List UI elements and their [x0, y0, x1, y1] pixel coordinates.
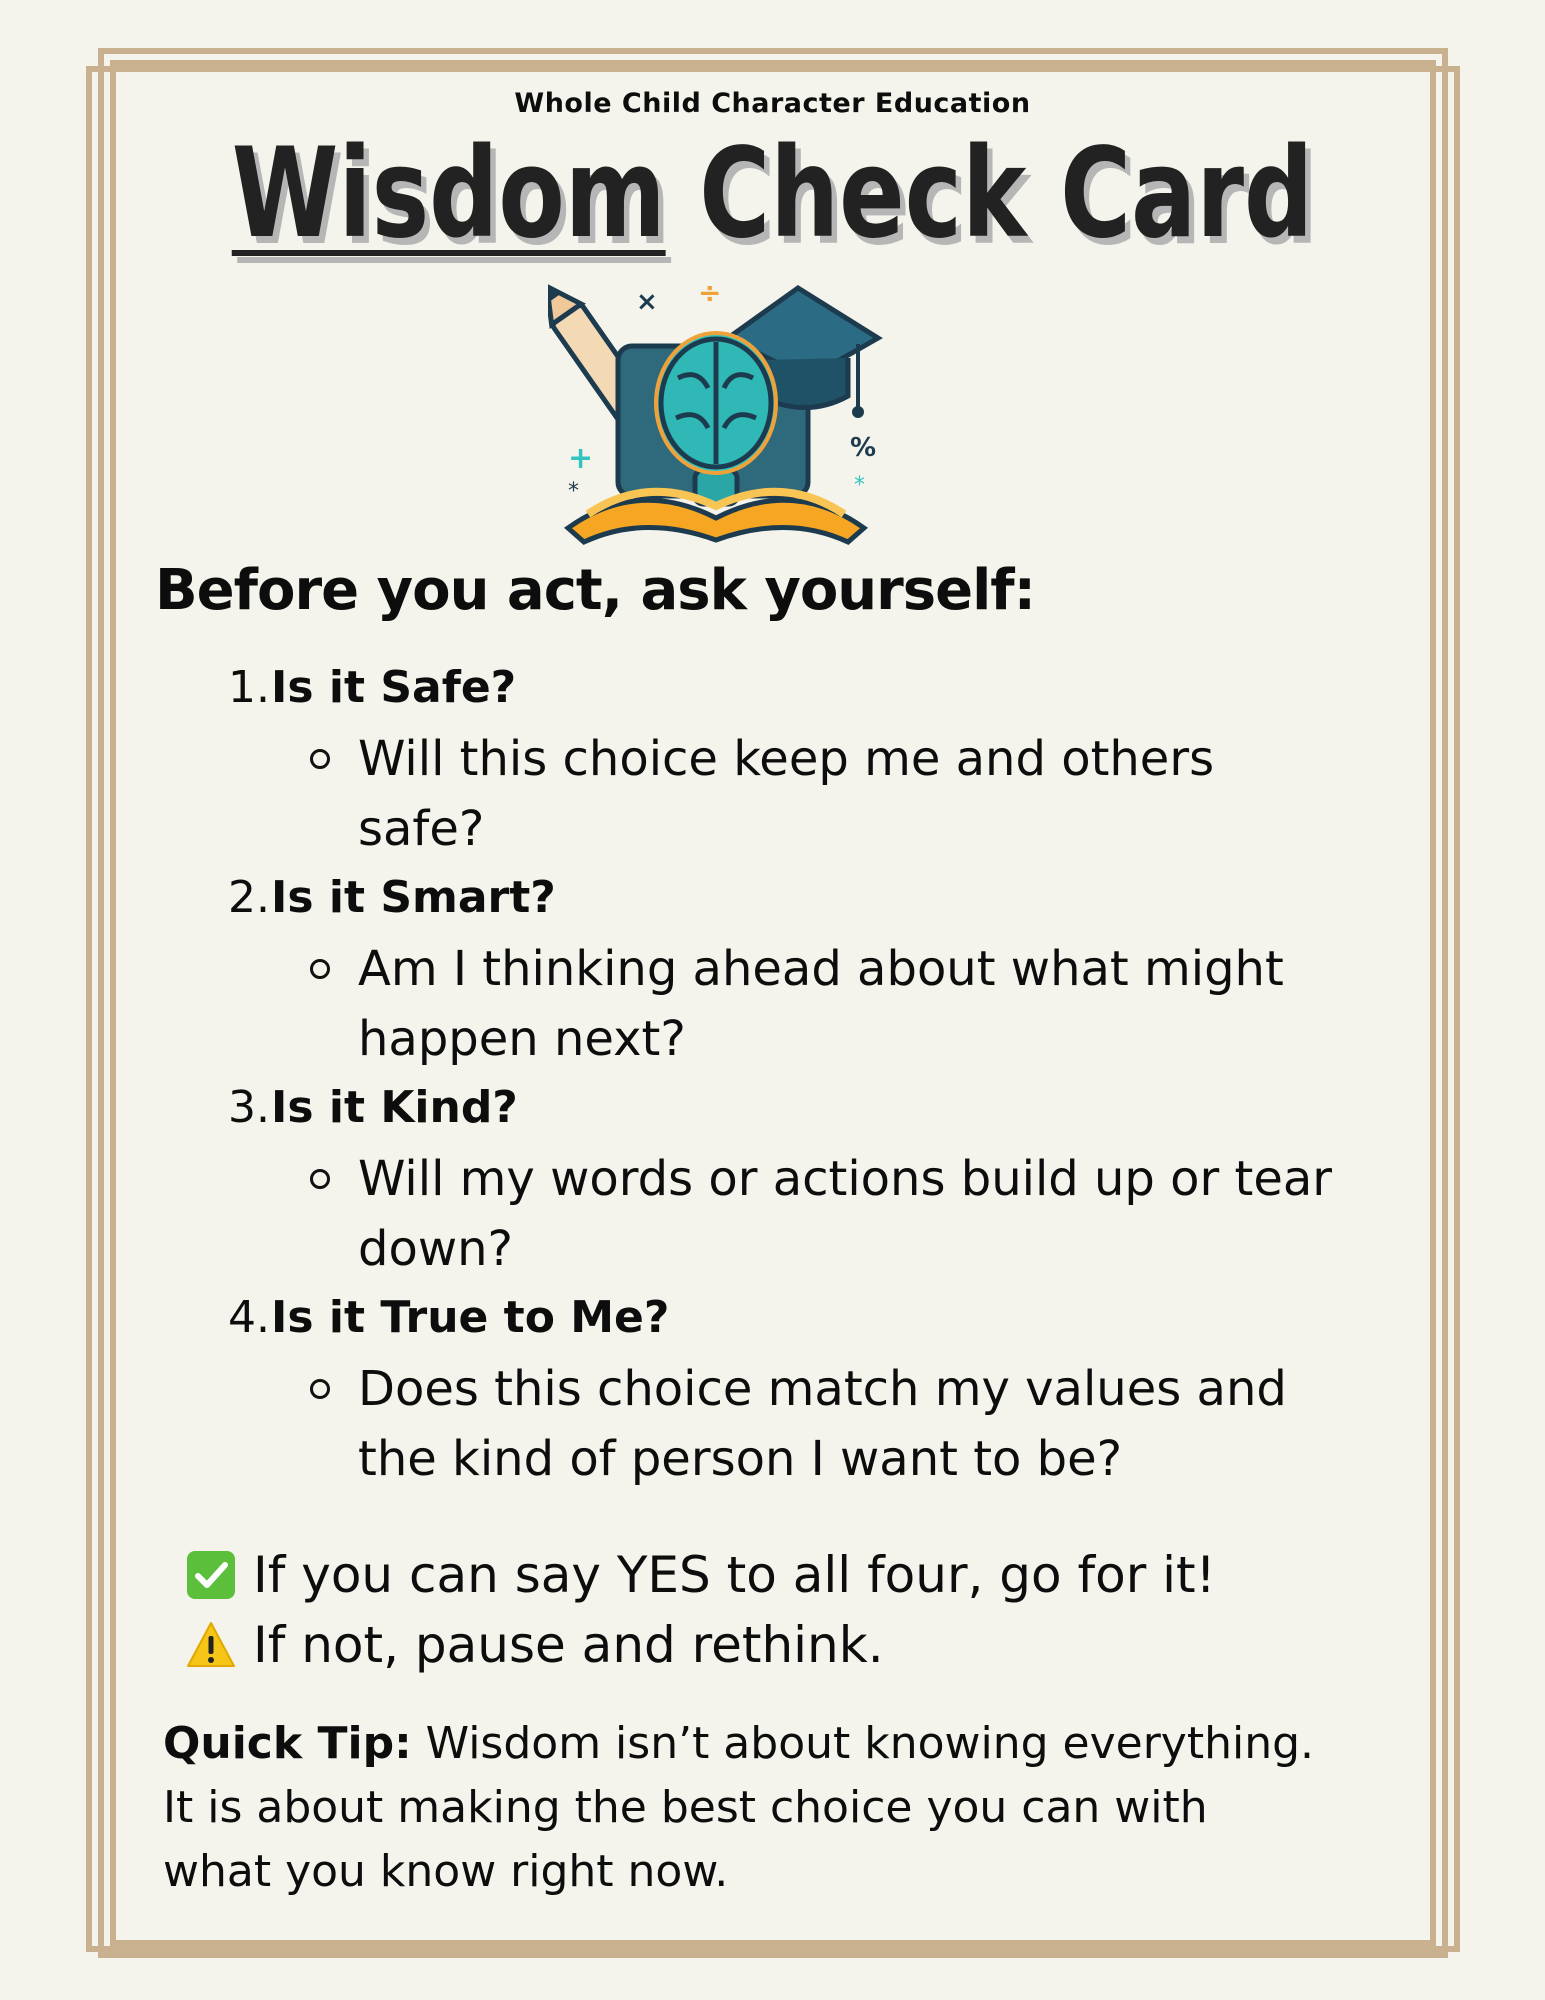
question-4-detail: [358, 1354, 1398, 1494]
svg-text:÷: ÷: [698, 278, 722, 309]
detail-line: happen next?: [358, 1011, 686, 1067]
pause-guidance-text: If not, pause and rethink.: [253, 1616, 884, 1674]
check-mark-icon: [185, 1549, 237, 1601]
detail-line: Will my words or actions build up or tear: [358, 1151, 1333, 1207]
question-1-detail: [358, 724, 1398, 864]
question-label: Is it Kind?: [271, 1082, 518, 1133]
question-label: Is it Safe?: [271, 662, 517, 713]
pause-guidance: [185, 1616, 884, 1674]
bullet-icon: [310, 1379, 330, 1399]
quick-tip-line: what you know right now.: [163, 1846, 729, 1897]
yes-guidance: [185, 1546, 1216, 1604]
question-3-detail: [358, 1144, 1398, 1284]
question-number: 3.: [228, 1082, 270, 1133]
bullet-icon: [310, 749, 330, 769]
svg-text:%: %: [850, 433, 877, 463]
brain-lightbulb-book-icon: [548, 278, 888, 558]
svg-text:×: ×: [636, 287, 658, 317]
question-2-detail: [358, 934, 1398, 1074]
bullet-icon: [310, 959, 330, 979]
lead-question: Before you act, ask yourself:: [155, 558, 1036, 623]
quick-tip-label: Quick Tip:: [163, 1718, 412, 1769]
svg-text:+: +: [568, 441, 594, 476]
warning-icon: [185, 1619, 237, 1671]
question-label: Is it True to Me?: [271, 1292, 670, 1343]
detail-line: Will this choice keep me and others: [358, 731, 1215, 787]
page-title: [170, 122, 1375, 266]
svg-text:*: *: [854, 473, 865, 498]
quick-tip: [163, 1712, 1363, 1904]
detail-line: the kind of person I want to be?: [358, 1431, 1123, 1487]
title-rest: Check Card: [699, 122, 1314, 266]
question-number: 4.: [228, 1292, 270, 1343]
question-number: 2.: [228, 872, 270, 923]
subtitle: Whole Child Character Education: [514, 88, 1031, 119]
detail-line: safe?: [358, 801, 485, 857]
question-number: 1.: [228, 662, 270, 713]
detail-line: Does this choice match my values and: [358, 1361, 1287, 1417]
question-label: Is it Smart?: [271, 872, 556, 923]
detail-line: Am I thinking ahead about what might: [358, 941, 1284, 997]
detail-line: down?: [358, 1221, 513, 1277]
yes-guidance-text: If you can say YES to all four, go for it!: [253, 1546, 1216, 1604]
svg-text:*: *: [568, 479, 579, 504]
quick-tip-text: Wisdom isn’t about knowing everything.: [411, 1718, 1315, 1769]
bullet-icon: [310, 1169, 330, 1189]
quick-tip-line: It is about making the best choice you can with: [163, 1782, 1208, 1833]
title-word-wisdom: Wisdom: [231, 122, 666, 266]
